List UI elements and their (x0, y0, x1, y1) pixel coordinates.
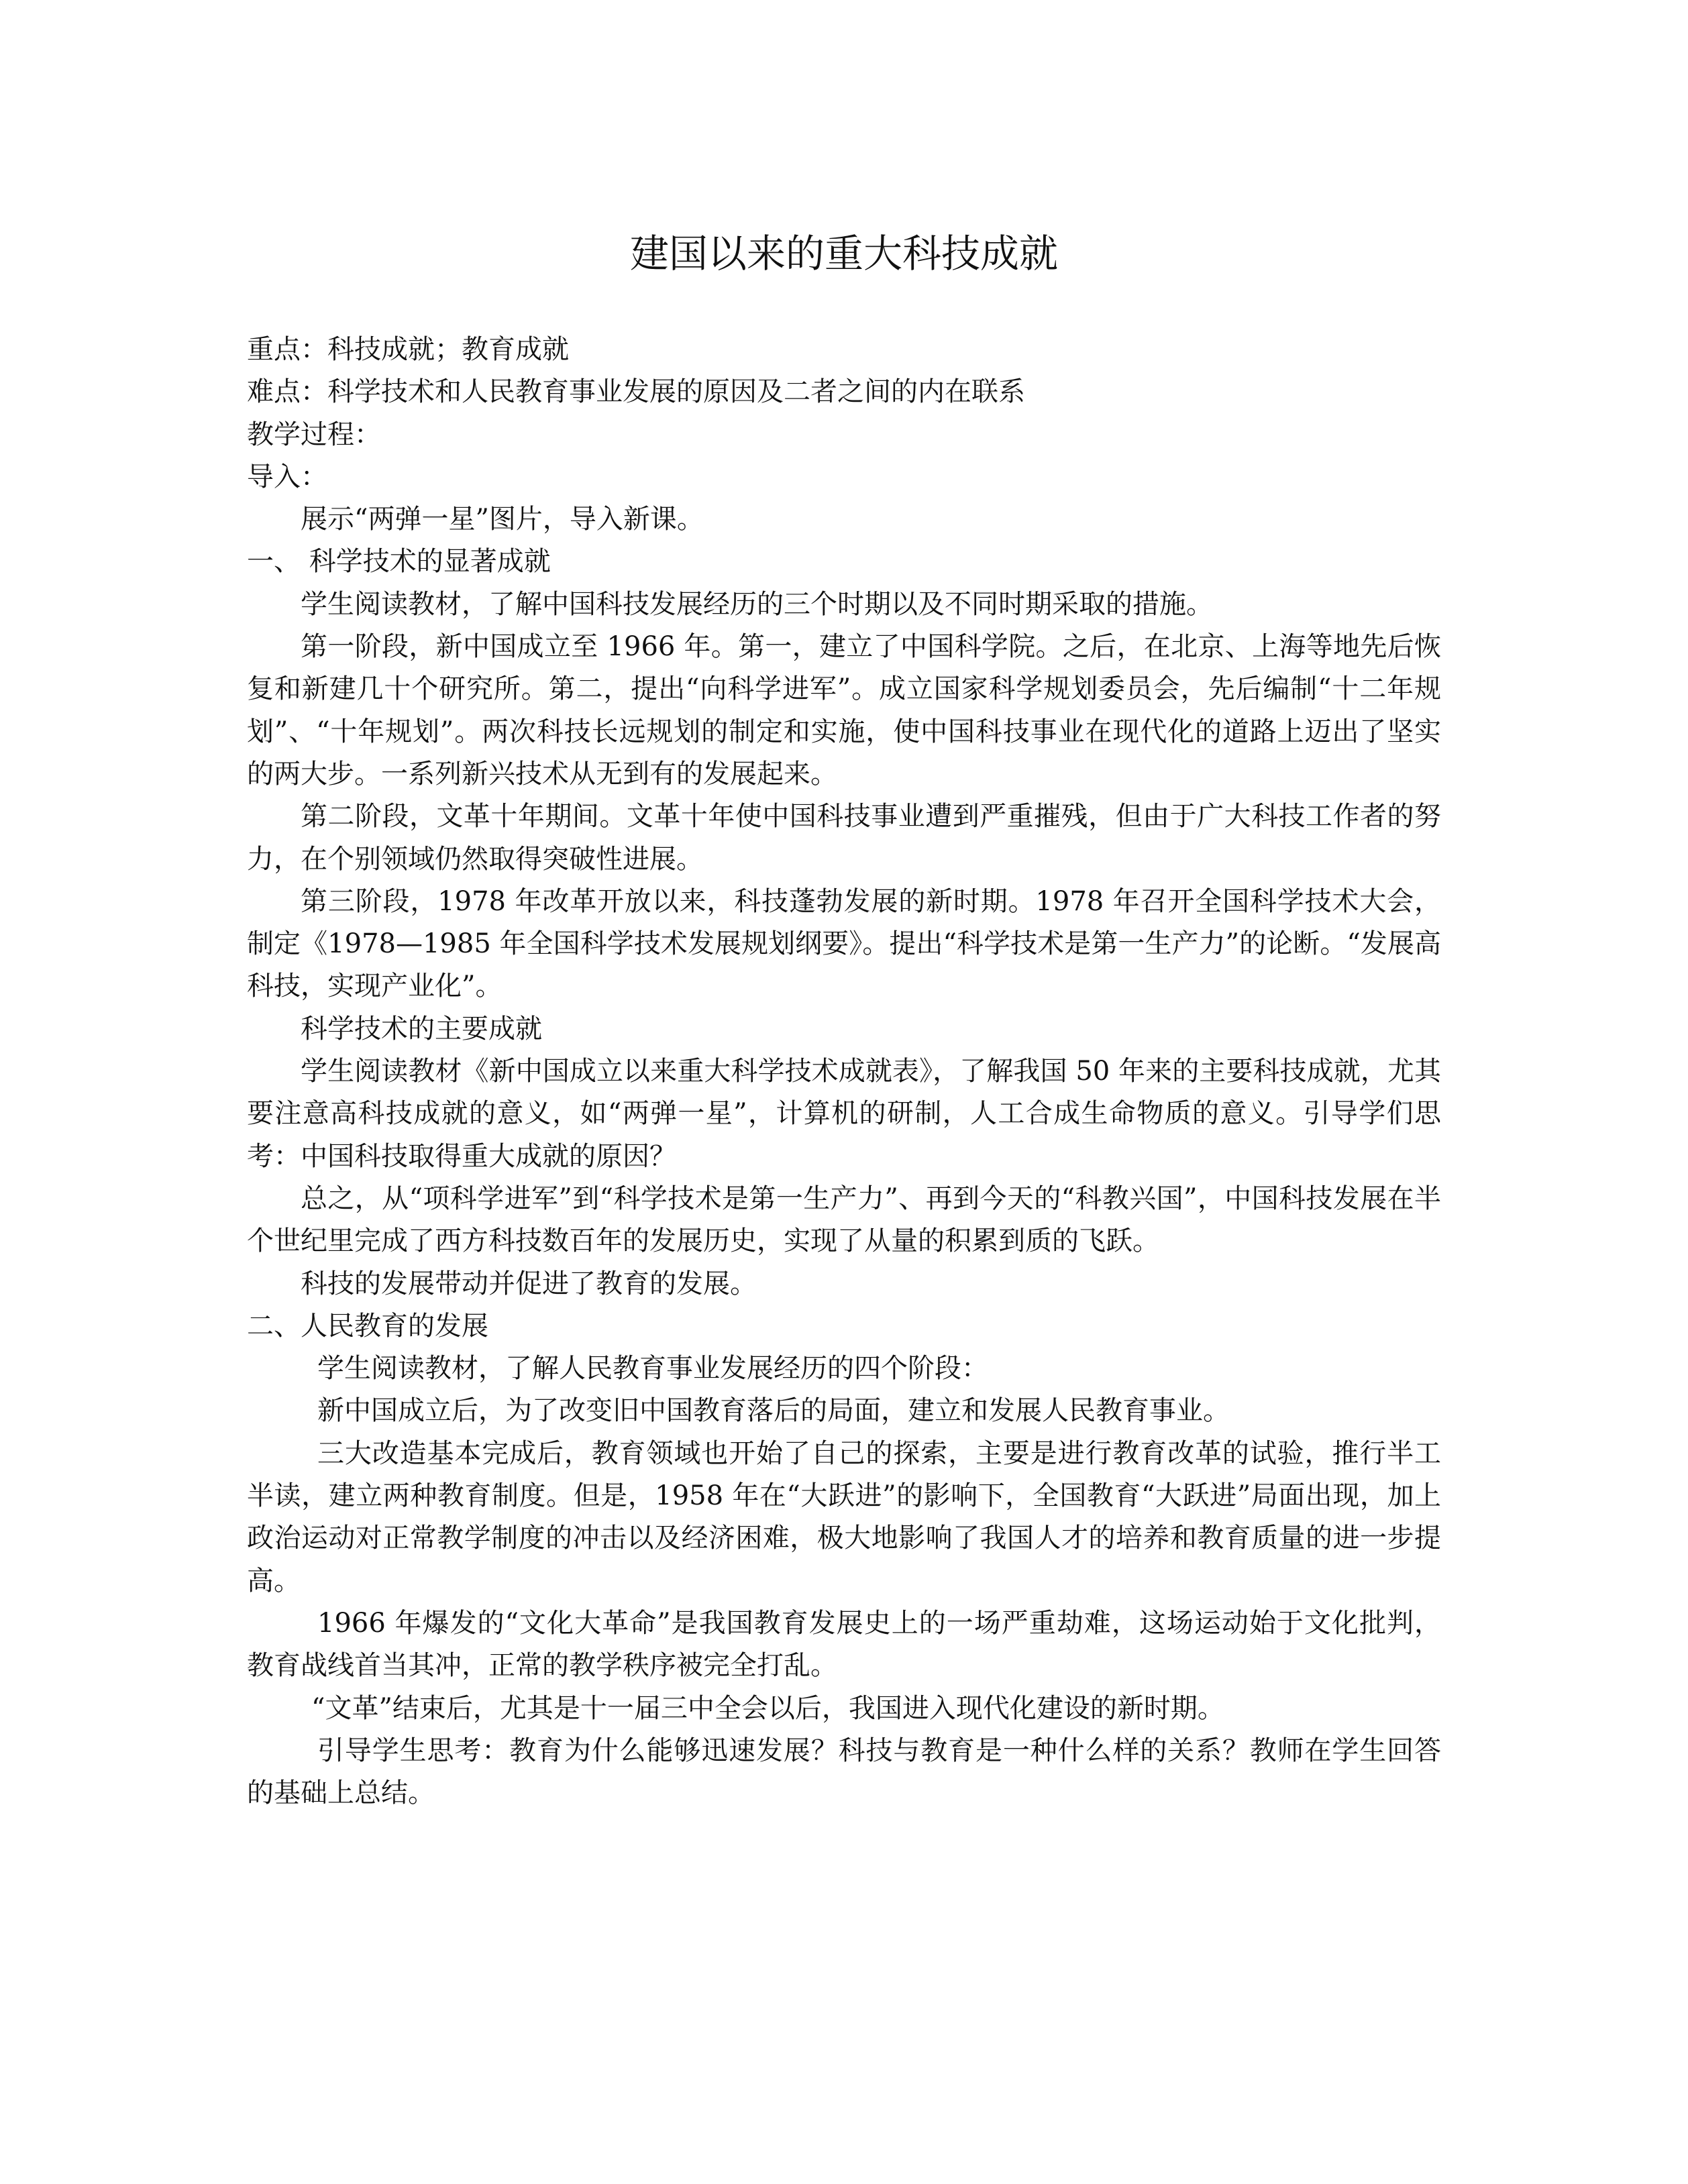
paragraph: 新中国成立后，为了改变旧中国教育落后的局面，建立和发展人民教育事业。 (317, 1395, 1230, 1427)
section-1-heading: 一、 科学技术的显著成就 (247, 546, 551, 578)
paragraph: 第二阶段，文革十年期间。文革十年使中国科技事业遭到严重摧残，但由于广大科技工作者的努力，在个别领域仍然取得突破性进展。 (247, 801, 1441, 875)
intro-paragraph: 展示“两弹一星”图片，导入新课。 (301, 504, 704, 535)
sub-heading: 科学技术的主要成就 (301, 1013, 542, 1044)
paragraph: 总之，从“项科学进军”到“科学技术是第一生产力”、再到今天的“科教兴国”，中国科技发展在半个世纪里完成了西方科技数百年的发展历史，实现了从量的积累到质的飞跃。 (247, 1183, 1441, 1257)
intro-label: 导入： (247, 461, 327, 492)
paragraph: 学生阅读教材，了解中国科技发展经历的三个时期以及不同时期采取的措施。 (301, 588, 1213, 620)
paragraph: 学生阅读教材《新中国成立以来重大科学技术成就表》，了解我国 50 年来的主要科技成就，尤其要注意高科技成就的意义，如“两弹一星”，计算机的研制，人工合成生命物质的意义。引导学们思考：中国科技取得重大成就的原因？ (247, 1056, 1441, 1172)
paragraph: 学生阅读教材，了解人民教育事业发展经历的四个阶段： (317, 1353, 988, 1384)
paragraph: 第一阶段，新中国成立至 1966 年。第一，建立了中国科学院。之后，在北京、上海等地先后恢复和新建几十个研究所。第二，提出“向科学进军”。成立国家科学规划委员会，先后编制“十二年规划”、“十年规划”。两次科技长远规划的制定和实施，使中国科技事业在现代化的道路上迈出了坚实的两大步。一系列新兴技术从无到有的发展起来。 (247, 631, 1441, 789)
paragraph: 引导学生思考：教育为什么能够迅速发展？科技与教育是一种什么样的关系？教师在学生回答的基础上总结。 (247, 1735, 1441, 1809)
paragraph: 1966 年爆发的“文化大革命”是我国教育发展史上的一场严重劫难，这场运动始于文化批判，教育战线首当其冲，正常的教学秩序被完全打乱。 (247, 1607, 1441, 1682)
paragraph: 第三阶段，1978 年改革开放以来，科技蓬勃发展的新时期。1978 年召开全国科学技术大会，制定《1978—1985 年全国科学技术发展规划纲要》。提出“科学技术是第一生产力”的论断。“发展高科技，实现产业化”。 (247, 885, 1441, 1002)
paragraph: 三大改造基本完成后，教育领域也开始了自己的探索，主要是进行教育改革的试验，推行半工半读，建立两种教育制度。但是，1958 年在“大跃进”的影响下，全国教育“大跃进”局面出现，加上政治运动对正常教学制度的冲击以及经济困难，极大地影响了我国人才的培养和教育质量的进一步提高。 (247, 1437, 1441, 1596)
paragraph: 科技的发展带动并促进了教育的发展。 (301, 1268, 757, 1299)
section-2-heading: 二、人民教育的发展 (247, 1310, 488, 1342)
focus-line: 重点：科技成就；教育成就 (247, 334, 569, 365)
process-label: 教学过程： (247, 419, 381, 450)
document-body (247, 329, 1441, 1814)
paragraph: “文革”结束后，尤其是十一届三中全会以后，我国进入现代化建设的新时期。 (311, 1692, 1224, 1724)
page-title: 建国以来的重大科技成就 (629, 231, 1058, 276)
difficulty-line: 难点：科学技术和人民教育事业发展的原因及二者之间的内在联系 (247, 376, 1025, 408)
